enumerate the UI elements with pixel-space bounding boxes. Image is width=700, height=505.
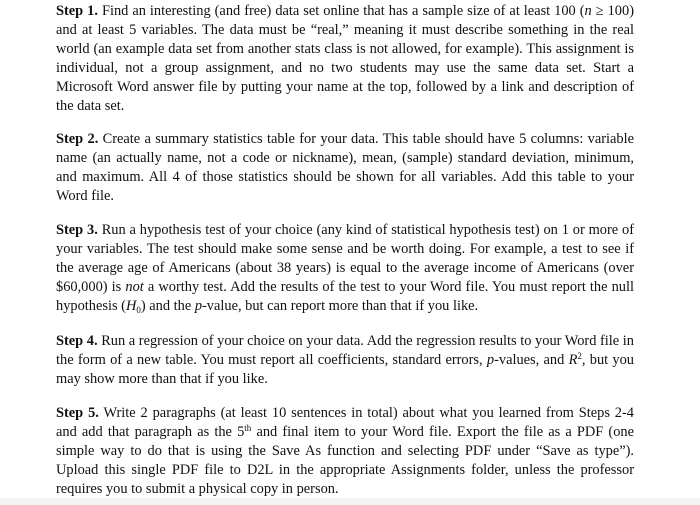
step-5-paragraph [56, 404, 634, 499]
not-emphasis: not [125, 279, 144, 295]
step-4-text-c: , but you may show more than that if you like. [56, 352, 634, 387]
step-3-heading: Step 3. [56, 222, 98, 238]
step-3-paragraph [56, 221, 634, 316]
step-3-text-b: a worthy test. Add the results of the test to your Word file. You must report the null hypothesis ( [56, 279, 635, 314]
step-1-text-a: Find an interesting (and free) data set online that has a sample size of at least 100 ( [97, 3, 585, 19]
step-2-paragraph [56, 130, 634, 206]
step-1-paragraph [56, 2, 634, 116]
step-5-text-b: and final item to your Word file. Export the file as a PDF (one simple way to do that is using the Save As function and selecting PDF under “Save as type”). Upload this single PDF file to D2L in the appropriate Assignments folder, unless the professor requires you to submit a physical copy in person. [56, 424, 635, 497]
p-variable: p [486, 352, 495, 368]
step-4-heading: Step 4. [56, 333, 98, 349]
step-3-text-c: ) and the [140, 298, 195, 314]
step-4-text-b: -values, and [494, 352, 569, 368]
bottom-strip [0, 498, 700, 505]
step-5-text-a: Write 2 paragraphs (at least 10 sentences in total) about what you learned from Steps 2-4 and add that paragraph as the 5 [56, 405, 634, 440]
step-3-text-a: Run a hypothesis test of your choice (any kind of statistical hypothesis test) on 1 or more of your variables. The test should make some sense and be worth doing. For example, a test to see if the average age of Americans (about 38 years) is equal to the average income of Americans (over $60,000) is [56, 222, 635, 295]
step-3-text-d: -value, but can report more than that if you like. [202, 298, 479, 314]
h-subscript: 0 [136, 305, 141, 315]
step-1-text-b: ≥ 100) and at least 5 variables. The data must be “real,” meaning it must describe something in the real world (an example data set from another stats class is not allowed, for example). This assignment is individual, not a group assignment, and no two students may use the same data set. Start a Microsoft Word answer file by putting your name at the top, followed by a link and description of the data set. [56, 3, 634, 114]
p-variable: p [194, 298, 203, 314]
r-superscript: 2 [577, 351, 582, 361]
step-4-paragraph [56, 332, 634, 389]
step-2-text: Create a summary statistics table for your data. This table should have 5 columns: variable name (an actually name, not a code or nickname), mean, (sample) standard deviation, minimum, and maximum. All 4 of those statistics should be shown for all variables. Add this table to your Word file. [56, 131, 635, 204]
step-5-heading: Step 5. [56, 405, 99, 421]
th-superscript: th [244, 423, 252, 433]
step-1-heading: Step 1. [56, 3, 98, 19]
step-4-text-a: Run a regression of your choice on your data. Add the regression results to your Word file in the form of a new table. You must report all coefficients, standard errors, [56, 333, 634, 368]
h-variable: H [125, 298, 137, 314]
r-variable: R [568, 352, 578, 368]
step-2-heading: Step 2. [56, 131, 99, 147]
n-variable: n [584, 3, 592, 19]
